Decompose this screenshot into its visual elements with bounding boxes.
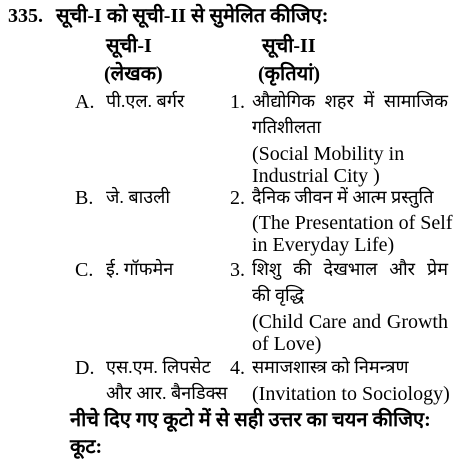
- work-title-hindi: समाजशास्त्र को निमन्त्रण: [252, 357, 409, 377]
- work-title-english: (Social Mobility in: [252, 143, 405, 165]
- work-title-english: (The Presentation of Self: [252, 212, 453, 234]
- work-title-hindi: दैनिक जीवन में आत्म प्रस्तुति: [252, 187, 434, 207]
- work-title-english: (Invitation to Sociology): [252, 383, 450, 405]
- work-title-hindi: गतिशीलता: [252, 117, 322, 137]
- row-letter: B.: [75, 187, 94, 209]
- instruction-text: नीचे दिए गए कूटो में से सही उत्तर का चयन कीजिए:: [70, 409, 431, 431]
- list2-heading: सूची-II: [262, 35, 316, 57]
- author-name: ई. गॉफमेन: [106, 259, 174, 279]
- work-title-hindi: औद्योगिक शहर में सामाजिक: [252, 91, 448, 111]
- work-title-english: Industrial City ): [252, 165, 380, 187]
- list1-subheading: (लेखक): [104, 63, 163, 85]
- work-number: 4.: [230, 357, 245, 379]
- codes-label: कूट:: [70, 436, 103, 458]
- work-number: 3.: [230, 259, 245, 281]
- work-number: 2.: [230, 187, 245, 209]
- author-name: जे. बाउली: [106, 187, 171, 207]
- work-title-english: in Everyday Life): [252, 234, 395, 256]
- work-number: 1.: [230, 91, 245, 113]
- list2-subheading: (कृतियां): [258, 63, 321, 85]
- work-title-english: of Love): [252, 333, 322, 355]
- question-number: 335.: [8, 5, 43, 27]
- row-letter: D.: [75, 357, 95, 379]
- row-letter: A.: [75, 91, 95, 113]
- author-name: एस.एम. लिपसेट: [106, 357, 211, 377]
- work-title-hindi: की वृद्धि: [252, 285, 305, 305]
- author-name: पी.एल. बर्गर: [106, 91, 185, 111]
- author-name: और आर. बैनडिक्स: [106, 383, 228, 403]
- work-title-hindi: शिशु की देखभाल और प्रेम: [252, 259, 448, 279]
- list1-heading: सूची-I: [106, 35, 152, 57]
- question-prompt: सूची-I को सूची-II से सुमेलित कीजिए:: [56, 5, 329, 27]
- work-title-english: (Child Care and Growth: [252, 311, 448, 333]
- row-letter: C.: [75, 259, 94, 281]
